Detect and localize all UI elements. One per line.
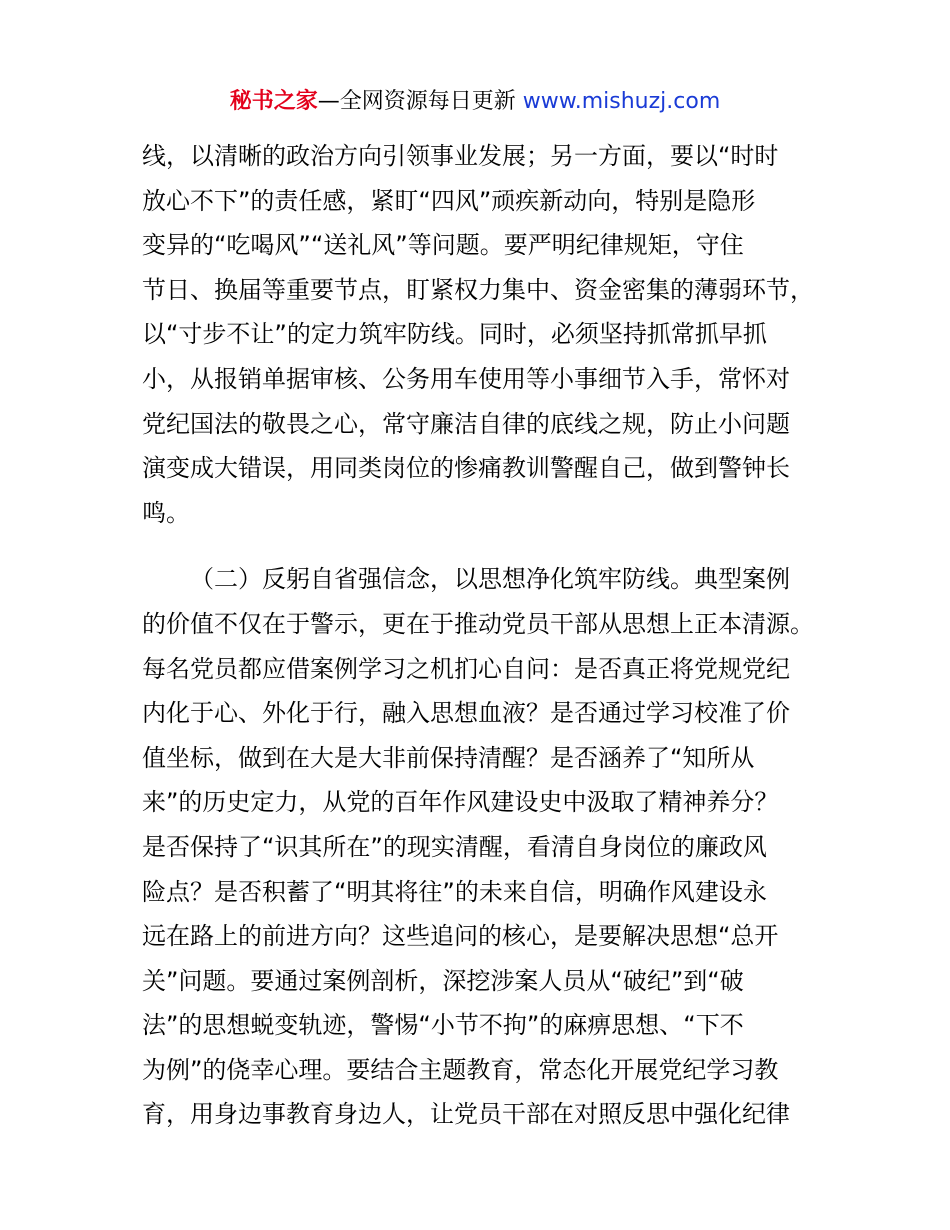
text-line: 值坐标，做到在大是大非前保持清醒？是否涵养了“知所从 <box>142 743 755 772</box>
text-line: 险点？是否积蓄了“明其将往”的未来自信，明确作风建设永 <box>142 877 767 906</box>
text-line: 为例”的侥幸心理。要结合主题教育，常态化开展党纪学习教 <box>142 1055 779 1084</box>
paragraph-2 <box>142 557 814 1137</box>
text-line-indented: （二）反躬自省强信念，以思想净化筑牢防线。典型案例 <box>190 565 790 594</box>
text-line: 党纪国法的敬畏之心，常守廉洁自律的底线之规，防止小问题 <box>142 409 790 438</box>
text-line: 变异的“吃喝风”“送礼风”等问题。要严明纪律规矩，守住 <box>142 231 744 260</box>
text-line: 放心不下”的责任感，紧盯“四风”顽疾新动向，特别是隐形 <box>142 186 756 215</box>
site-tagline: —全网资源每日更新 <box>317 89 516 114</box>
document-body <box>142 134 814 1137</box>
text-line: 是否保持了“识其所在”的现实清醒，看清自身岗位的廉政风 <box>142 832 767 861</box>
paragraph-gap <box>142 535 810 557</box>
text-line: 每名党员都应借案例学习之机扪心自问：是否真正将党规党纪 <box>142 654 790 683</box>
text-line: 关”问题。要通过案例剖析，深挖涉案人员从“破纪”到“破 <box>142 966 744 995</box>
text-line: 线，以清晰的政治方向引领事业发展；另一方面，要以“时时 <box>142 142 779 170</box>
text-line: 节日、换届等重要节点，盯紧权力集中、资金密集的薄弱环节， <box>142 275 814 304</box>
site-header <box>0 86 950 118</box>
text-line: 小，从报销单据审核、公务用车使用等小事细节入手，常怀对 <box>142 364 790 393</box>
text-line: 鸣。 <box>142 498 190 527</box>
text-line: 的价值不仅在于警示，更在于推动党员干部从思想上正本清源。 <box>142 609 814 638</box>
text-line: 法”的思想蜕变轨迹，警惕“小节不拘”的麻痹思想、“下不 <box>142 1011 744 1040</box>
text-line: 演变成大错误，用同类岗位的惨痛教训警醒自己，做到警钟长 <box>142 454 790 483</box>
text-line: 内化于心、外化于行，融入思想血液？是否通过学习校准了价 <box>142 699 790 728</box>
text-line: 育，用身边事教育身边人，让党员干部在对照反思中强化纪律 <box>142 1100 790 1129</box>
text-line: 来”的历史定力，从党的百年作风建设史中汲取了精神养分？ <box>142 788 779 817</box>
text-line: 远在路上的前进方向？这些追问的核心，是要解决思想“总开 <box>142 922 779 951</box>
paragraph-1 <box>142 134 814 535</box>
text-line: 以“寸步不让”的定力筑牢防线。同时，必须坚持抓常抓早抓 <box>142 320 767 349</box>
site-url-link[interactable]: www.mishuzj.com <box>522 89 721 114</box>
site-brand: 秘书之家 <box>229 89 318 114</box>
